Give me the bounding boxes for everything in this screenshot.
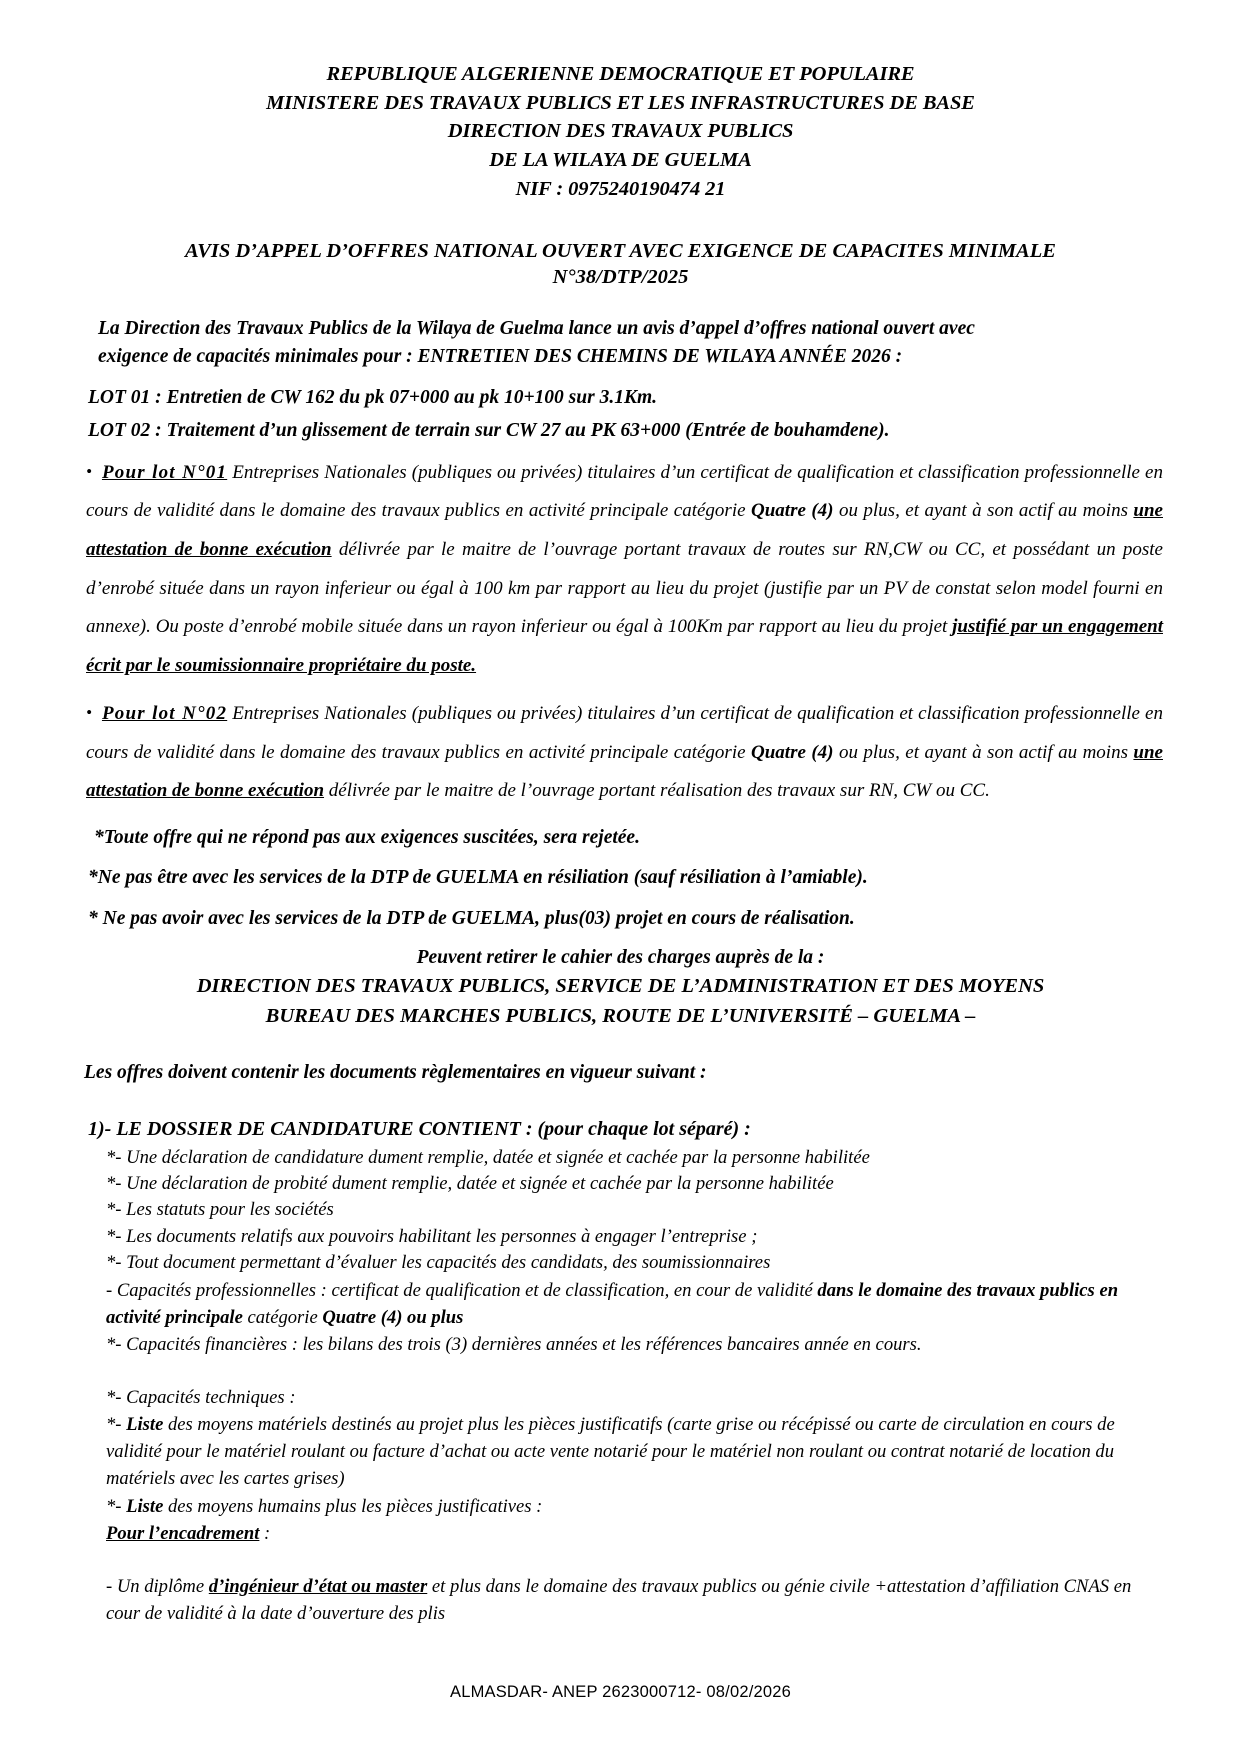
lot-01-engagement: justifié par un engagement écrit par le soumissionnaire propriétaire du poste.: [86, 616, 1163, 676]
lot-01-text-2: ou plus, et ayant à son actif au moins: [833, 500, 1134, 522]
withdrawal-lead: Peuvent retirer le cahier des charges auprès de la :: [416, 946, 825, 968]
diploma-text-1: - Un diplôme: [106, 1575, 209, 1597]
institutional-header: [78, 60, 1163, 203]
lot-01: LOT 01 : Entretien de CW 162 du pk 07+000 au pk 10+100 sur 3.1Km.: [88, 387, 658, 409]
lot-02-text-1: Entreprises Nationales (publiques ou privées) titulaires d’un certificat de qualification et classification professionnelle en cours de validité dans le domaine des travaux publics en activité principale catégorie: [86, 703, 1163, 763]
lot-01-attestation: une attestation de bonne exécution: [86, 500, 1163, 560]
header-line-1: REPUBLIQUE ALGERIENNE DEMOCRATIQUE ET POPULAIRE: [326, 63, 915, 85]
professional-capacity-bold-1: dans le domaine des travaux publics en activité principale: [106, 1279, 1119, 1328]
dossier-item-4: *- Les documents relatifs aux pouvoirs habilitant les personnes à engager l’entreprise ;: [106, 1225, 758, 1247]
diploma-bold: d’ingénieur d’état ou master: [208, 1575, 428, 1597]
diploma-requirement: [78, 1573, 1163, 1628]
dossier-item-5: *- Tout document permettant d’évaluer les capacités des candidats, des soumissionnaires: [106, 1252, 771, 1274]
material-means-list: [106, 1411, 1163, 1492]
financial-capacity: *- Capacités financières : les bilans des trois (3) dernières années et les références bancaires année en cours.: [106, 1333, 922, 1355]
withdrawal-address-line-2: BUREAU DES MARCHES PUBLICS, ROUTE DE L’UNIVERSITÉ – GUELMA –: [265, 1004, 976, 1027]
dossier-item-2: *- Une déclaration de probité dument remplie, datée et signée et cachée par la personne habilitée: [106, 1172, 834, 1194]
offers-lead: Les offres doivent contenir les documents règlementaires en vigueur suivant :: [84, 1061, 707, 1083]
intro-paragraph: [78, 315, 1163, 372]
withdrawal-address-line-1: DIRECTION DES TRAVAUX PUBLICS, SERVICE DE L’ADMINISTRATION ET DES MOYENS: [196, 975, 1045, 998]
professional-capacity-bold-2: Quatre (4) ou plus: [322, 1306, 464, 1328]
spacer-1: [106, 1358, 1163, 1384]
lot-02-category: Quatre (4): [751, 741, 834, 763]
header-line-3: DIRECTION DES TRAVAUX PUBLICS: [447, 120, 794, 143]
notice-number: N°38/DTP/2025: [552, 265, 689, 288]
encadrement-heading: [78, 1520, 1163, 1547]
intro-line-1: La Direction des Travaux Publics de la Wilaya de Guelma lance un avis d’appel d’offres national ouvert avec: [98, 317, 975, 339]
human-means-list: [106, 1493, 1163, 1520]
requirements-lot-02: [78, 695, 1163, 811]
lot-02: LOT 02 : Traitement d’un glissement de terrain sur CW 27 au PK 63+000 (Entrée de bouhamdene).: [88, 419, 890, 441]
header-nif: NIF : 0975240190474 21: [515, 177, 726, 200]
material-means-bold: Liste: [126, 1414, 164, 1436]
condition-3: * Ne pas avoir avec les services de la DTP de GUELMA, plus(03) projet en cours de réalisation.: [88, 907, 855, 929]
requirements-lot-01: [78, 454, 1163, 685]
lot-02-attestation: une attestation de bonne exécution: [86, 741, 1163, 802]
lot-01-category: Quatre (4): [751, 500, 834, 522]
professional-capacity-text-1: - Capacités professionnelles : certificat de qualification et de classification, en cour de validité: [106, 1279, 818, 1301]
condition-1: *Toute offre qui ne répond pas aux exigences suscitées, sera rejetée.: [94, 826, 640, 848]
lot-01-reference: Pour lot N°01: [101, 461, 228, 483]
bullet-icon-lot-01: •: [86, 461, 92, 481]
lot-02-text-2: ou plus, et ayant à son actif au moins: [833, 741, 1134, 763]
professional-capacity: [106, 1277, 1163, 1331]
human-means-prefix: *-: [106, 1495, 127, 1517]
spacer-2: [78, 1547, 1163, 1573]
human-means-bold: Liste: [126, 1495, 164, 1517]
notice-title: AVIS D’APPEL D’OFFRES NATIONAL OUVERT AVEC EXIGENCE DE CAPACITES MINIMALE: [185, 240, 1056, 263]
human-means-text: des moyens humains plus les pièces justificatives :: [163, 1495, 543, 1517]
encadrement-colon: :: [259, 1522, 271, 1544]
dossier-item-1: *- Une déclaration de candidature dument remplie, datée et signée et cachée par la personne habilitée: [106, 1146, 870, 1168]
lot-01-text-3: délivrée par le maitre de l’ouvrage portant travaux de routes sur RN,CW ou CC, et possédant un poste d’enrobé située dans un rayon inferieur ou égal à 100 km par rapport au lieu du projet (justifie par un PV de constat selon model fourni en annexe). Ou poste d’enrobé mobile située dans un rayon inferieur ou égal à 100Km par rapport au lieu du projet: [86, 539, 1163, 638]
lot-02-text-3: délivrée par le maitre de l’ouvrage portant réalisation des travaux sur RN, CW ou CC.: [324, 780, 990, 802]
material-means-text: des moyens matériels destinés au projet plus les pièces justificatifs (carte grise ou récépissé ou carte de circulation en cours de validité pour le matériel roulant ou facture d’achat ou acte vente notarié pour le matériel non roulant ou contrat notarié de location du matériels avec les cartes grises): [106, 1414, 1115, 1490]
material-means-prefix: *-: [106, 1414, 127, 1436]
diploma-text-2: et plus dans le domaine des travaux publics ou génie civile +attestation d’affiliation CNAS en cour de validité à la date d’ouverture des plis: [106, 1575, 1132, 1625]
encadrement-label: Pour l’encadrement: [106, 1522, 260, 1544]
condition-2: *Ne pas être avec les services de la DTP de GUELMA en résiliation (sauf résiliation à l’amiable).: [88, 867, 868, 889]
anep-footer: ALMASDAR- ANEP 2623000712- 08/02/2026: [450, 1683, 791, 1701]
dossier-item-3: *- Les statuts pour les sociétés: [106, 1199, 334, 1221]
professional-capacity-text-2: catégorie: [242, 1306, 323, 1328]
header-line-2: MINISTERE DES TRAVAUX PUBLICS ET LES INFRASTRUCTURES DE BASE: [266, 91, 975, 114]
header-line-4: DE LA WILAYA DE GUELMA: [489, 149, 752, 172]
lot-01-text-1: Entreprises Nationales (publiques ou privées) titulaires d’un certificat de qualification et classification professionnelle en cours de validité dans le domaine des travaux publics en activité principale catégorie: [86, 461, 1163, 522]
lot-02-reference: Pour lot N°02: [101, 703, 228, 725]
bullet-icon-lot-02: •: [86, 703, 92, 723]
dossier-item-list: [78, 1145, 1163, 1277]
technical-capacity-heading: *- Capacités techniques :: [106, 1386, 296, 1408]
dossier-capacities: [78, 1277, 1163, 1520]
intro-line-2: exigence de capacités minimales pour : ENTRETIEN DES CHEMINS DE WILAYA ANNÉE 2026 :: [98, 345, 903, 367]
dossier-heading: 1)- LE DOSSIER DE CANDIDATURE CONTIENT : (pour chaque lot séparé) :: [88, 1117, 751, 1140]
